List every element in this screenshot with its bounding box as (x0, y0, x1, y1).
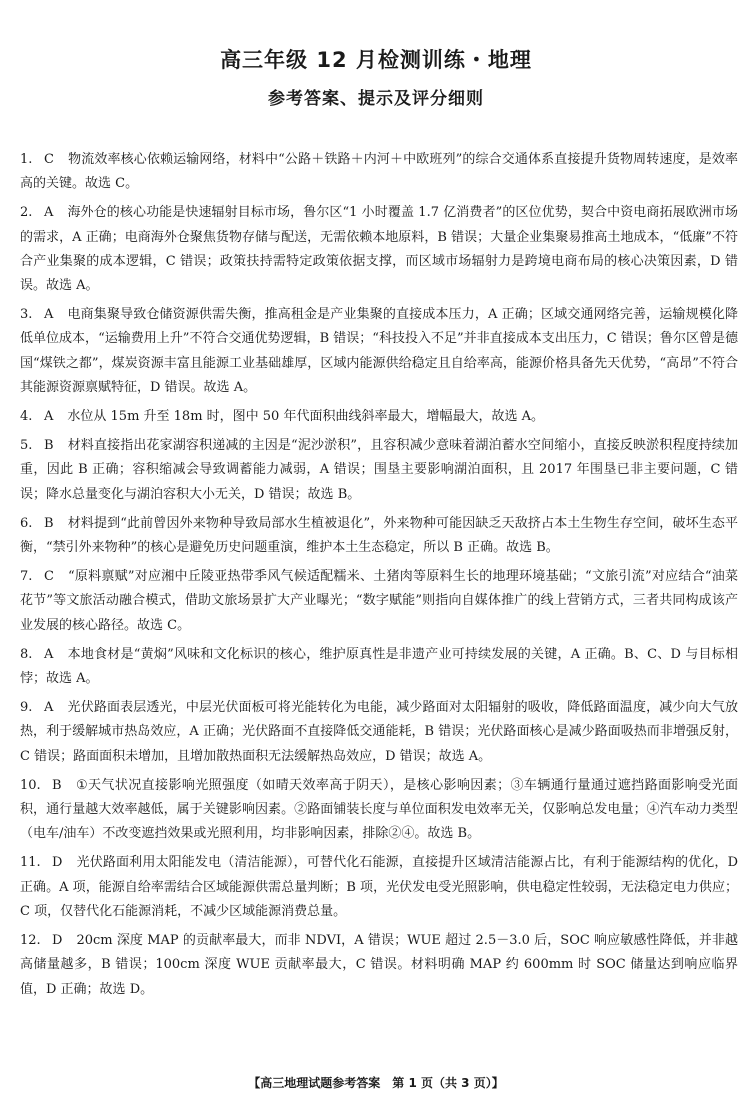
answer-number: 11. (20, 855, 41, 871)
answer-item-9 (20, 696, 738, 769)
answer-explanation: 电商集聚导致仓储资源供需失衡，推高租金是产业集聚的直接成本压力，A 正确；区域交通网络完善，运输规模化降低单位成本，“运输费用上升”不符合交通优势逻辑，B 错误；“科技投入不足”并非直接成本支出压力，C 错误；鲁尔区曾是德国“煤铁之都”，煤炭资源丰富且能源工业基础雄厚，区域内能源供给稳定且自给率高，能源价格具备先天优势，“高昂”不符合其能源资源禀赋特征，D 错误。故选 A。 (20, 307, 738, 395)
answer-explanation: 材料直接指出花家湖容积递减的主因是“泥沙淤积”，且容积减少意味着湖泊蓄水空间缩小，直接反映淤积程度持续加重，因此 B 正确；容积缩减会导致调蓄能力减弱，A 错误；围垦主要影响湖泊面积，且 2017 年围垦已非主要问题，C 错误；降水总量变化与湖泊容积大小无关，D 错误；故选 B。 (20, 438, 738, 502)
answer-item-3 (20, 303, 738, 400)
answer-number: 3. (20, 307, 33, 323)
answer-item-5 (20, 434, 738, 507)
answer-explanation: “原料禀赋”对应湘中丘陵亚热带季风气候适配糯米、土猪肉等原料生长的地理环境基础；“文旅引流”对应结合“油菜花节”等文旅活动融合模式，借助文旅场景扩大产业曝光；“数字赋能”则指向自媒体推广的线上营销方式，三者共同构成该产业发展的核心路径。故选 C。 (20, 569, 738, 633)
answer-item-11 (20, 851, 738, 924)
answer-explanation: 海外仓的核心功能是快速辐射目标市场，鲁尔区“1 小时覆盖 1.7 亿消费者”的区位优势，契合中资电商拓展欧洲市场的需求，A 正确；电商海外仓聚焦货物存储与配送，无需依赖本地原料，B 错误；大量企业集聚易推高土地成本，“低廉”不符合产业集聚的成本逻辑，C 错误；政策扶持需特定政策依据支撑，而区域市场辐射力是跨境电商布局的核心决策因素，D 错误。故选 A。 (20, 205, 738, 294)
answer-item-4 (20, 405, 738, 429)
answer-key: D (52, 933, 63, 949)
answer-explanation: 本地食材是“黄焖”风味和文化标识的核心，维护原真性是非遗产业可持续发展的关键，A 正确。B、C、D 与目标相悖；故选 A。 (20, 646, 738, 687)
answer-explanation: 水位从 15m 升至 18m 时，图中 50 年代面积曲线斜率最大，增幅最大，故选 A。 (67, 409, 544, 425)
page-title: 高三年级 12 月检测训练・地理 (220, 48, 532, 72)
answer-number: 8. (20, 646, 33, 662)
answer-key: A (44, 409, 54, 425)
page-footer: 【高三地理试题参考答案 第 1 页（共 3 页）】 (248, 1076, 504, 1090)
answer-number: 7. (20, 569, 33, 585)
answer-item-8 (20, 643, 738, 691)
answer-item-7 (20, 565, 738, 638)
answer-item-1 (20, 148, 738, 196)
answer-key: B (44, 515, 54, 531)
answer-key: C (44, 152, 54, 167)
answer-key: A (44, 205, 54, 221)
answer-number: 1. (20, 152, 33, 167)
answer-explanation: 光伏路面利用太阳能发电（清洁能源），可替代化石能源，直接提升区域清洁能源占比，有利于能源结构的优化，D 正确。A 项，能源自给率需结合区域能源供需总量判断；B 项，光伏发电受光照影响，供电稳定性较弱，无法稳定电力供应；C 项，仅替代化石能源消耗，不减少区域能源消费总量。 (20, 855, 738, 919)
answer-number: 9. (20, 700, 33, 716)
answer-item-10 (20, 774, 738, 847)
page-subtitle: 参考答案、提示及评分细则 (268, 89, 484, 109)
answer-key: A (44, 646, 54, 662)
answer-key: B (52, 777, 62, 793)
answer-item-2 (20, 201, 738, 298)
answer-number: 4. (20, 409, 33, 425)
answer-explanation: 光伏路面表层透光，中层光伏面板可将光能转化为电能，减少路面对太阳辐射的吸收，降低路面温度，减少向大气放热，利于缓解城市热岛效应，A 正确；光伏路面不直接降低交通能耗，B 错误；光伏路面核心是减少路面吸热而非增强反射，C 错误；路面面积未增加，且增加散热面积无法缓解热岛效应，D 错误；故选 A。 (20, 700, 738, 764)
answer-key: A (44, 307, 54, 323)
answer-key: B (44, 438, 54, 454)
answer-explanation: 20cm 深度 MAP 的贡献率最大，而非 NDVI，A 错误；WUE 超过 2.5－3.0 后，SOC 响应敏感性降低，并非越高储量越多，B 错误；100cm 深度 WUE 贡献率最大，C 错误。材料明确 MAP 约 600mm 时 SOC 储量达到响应临界值，D 正确；故选 D。 (20, 933, 738, 997)
answer-explanation: 材料提到“此前曾因外来物种导致局部水生植被退化”，外来物种可能因缺乏天敌挤占本土生物生存空间，破坏生态平衡，“禁引外来物种”的核心是避免历史问题重演，维护本土生态稳定，所以 B 正确。故选 B。 (20, 515, 738, 556)
answer-list (20, 148, 738, 1007)
answer-item-6 (20, 512, 738, 560)
answer-key: A (44, 700, 54, 716)
answer-explanation: ①天气状况直接影响光照强度（如晴天效率高于阴天），是核心影响因素；③车辆通行量通过遮挡路面影响受光面积，通行量越大效率越低，属于关键影响因素。②路面铺装长度与单位面积发电效率无关，仅影响总发电量；④汽车动力类型（电车/油车）不改变遮挡效果或光照利用，均非影响因素，排除②④。故选 B。 (20, 777, 738, 842)
answer-number: 12. (20, 933, 41, 949)
answer-key: D (52, 855, 63, 871)
answer-item-12 (20, 929, 738, 1002)
answer-key: C (44, 569, 54, 585)
answer-number: 6. (20, 515, 33, 531)
answer-explanation: 物流效率核心依赖运输网络，材料中“公路＋铁路＋内河＋中欧班列”的综合交通体系直接提升货物周转速度，是效率高的关键。故选 C。 (20, 152, 738, 192)
answer-number: 2. (20, 205, 33, 221)
answer-number: 10. (20, 777, 41, 793)
answer-number: 5. (20, 438, 33, 454)
